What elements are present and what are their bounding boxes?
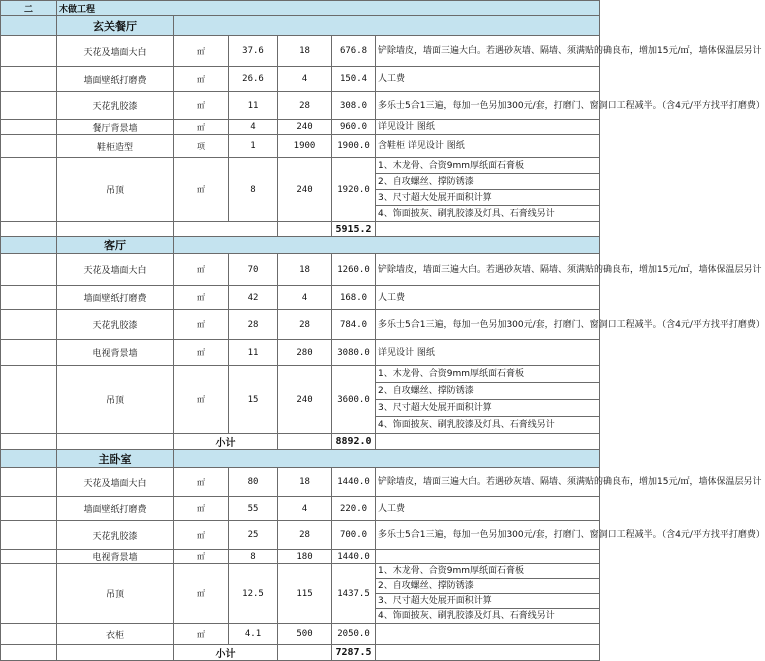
table-row: 墙面壁纸打磨费 ㎡ 42 4 168.0 人工费 <box>1 286 600 310</box>
ceiling-note: 2、自攻螺丝、撑防锈漆 <box>376 579 600 594</box>
subtotal-label: 小计 <box>174 434 278 450</box>
table-row: 电视背景墙 ㎡ 8 180 1440.0 <box>1 550 600 564</box>
room-title-foyer: 玄关餐厅 <box>57 16 174 36</box>
table-row: 墙面壁纸打磨费 ㎡ 26.6 4 150.4 人工费 <box>1 67 600 92</box>
table-row: 天花乳胶漆 ㎡ 25 28 700.0 多乐士5合1三遍，每加一色另加300元/套，打磨门、窗洞口工程减半。（含4元/平方找平打磨费） <box>1 521 600 550</box>
ceiling-note: 3、尺寸超大处展开面积计算 <box>376 190 600 206</box>
table-row: 餐厅背景墙 ㎡ 4 240 960.0 详见设计 图纸 <box>1 120 600 135</box>
table-row: 天花乳胶漆 ㎡ 28 28 784.0 多乐士5合1三遍，每加一色另加300元/套，打磨门、窗洞口工程减半。（含4元/平方找平打磨费） <box>1 310 600 340</box>
ceiling-note: 1、木龙骨、合资9mm厚纸面石膏板 <box>376 366 600 383</box>
subtotal-row <box>1 434 600 450</box>
subtotal-value: 7287.5 <box>332 645 376 661</box>
section-header-row <box>1 1 600 16</box>
room-title-living: 客厅 <box>57 237 174 254</box>
section-number: 二 <box>1 1 57 16</box>
subtotal-label: 小计 <box>174 645 278 661</box>
table-row: 天花及墙面大白 ㎡ 80 18 1440.0 铲除墙皮，墙面三遍大白。若遇砂灰墙、隔墙、须满贴的确良布，增加15元/㎡，墙体保温层另计 <box>1 468 600 497</box>
ceiling-label: 吊顶 <box>57 158 174 222</box>
ceiling-note: 3、尺寸超大处展开面积计算 <box>376 400 600 417</box>
ceiling-note: 1、木龙骨、合资9mm厚纸面石膏板 <box>376 158 600 174</box>
table-row: 墙面壁纸打磨费 ㎡ 55 4 220.0 人工费 <box>1 497 600 521</box>
table-row: 吊顶 ㎡ 15 240 3600.0 1、木龙骨、合资9mm厚纸面石膏板 <box>1 366 600 383</box>
table-row: 吊顶 ㎡ 8 240 1920.0 1、木龙骨、合资9mm厚纸面石膏板 <box>1 158 600 174</box>
section-title: 木做工程 <box>57 1 600 16</box>
table-row: 衣柜 ㎡ 4.1 500 2050.0 <box>1 624 600 645</box>
table-row: 天花及墙面大白 ㎡ 70 18 1260.0 铲除墙皮，墙面三遍大白。若遇砂灰墙、隔墙、须满贴的确良布，增加15元/㎡，墙体保温层另计 <box>1 254 600 286</box>
ceiling-note: 2、自攻螺丝、撑防锈漆 <box>376 383 600 400</box>
table-row: 天花及墙面大白 ㎡ 37.6 18 676.8 铲除墙皮，墙面三遍大白。若遇砂灰墙、隔墙、须满贴的确良布，增加15元/㎡，墙体保温层另计 <box>1 36 600 67</box>
ceiling-note: 3、尺寸超大处展开面积计算 <box>376 594 600 609</box>
ceiling-label: 吊顶 <box>57 366 174 434</box>
ceiling-note: 2、自攻螺丝、撑防锈漆 <box>376 174 600 190</box>
table-row: 天花乳胶漆 ㎡ 11 28 308.0 多乐士5合1三遍，每加一色另加300元/套，打磨门、窗洞口工程减半。（含4元/平方找平打磨费） <box>1 92 600 120</box>
ceiling-note: 4、饰面披灰、刷乳胶漆及灯具、石膏线另计 <box>376 417 600 434</box>
table-row: 吊顶 ㎡ 12.5 115 1437.5 1、木龙骨、合资9mm厚纸面石膏板 <box>1 564 600 579</box>
room-header-row <box>1 16 600 36</box>
room-header-row <box>1 450 600 468</box>
room-title-master: 主卧室 <box>57 450 174 468</box>
subtotal-value: 5915.2 <box>332 222 376 237</box>
ceiling-note: 1、木龙骨、合资9mm厚纸面石膏板 <box>376 564 600 579</box>
ceiling-note: 4、饰面披灰、刷乳胶漆及灯具、石膏线另计 <box>376 206 600 222</box>
subtotal-row <box>1 222 600 237</box>
subtotal-row <box>1 645 600 661</box>
ceiling-note: 4、饰面披灰、刷乳胶漆及灯具、石膏线另计 <box>376 609 600 624</box>
room-header-row <box>1 237 600 254</box>
subtotal-value: 8892.0 <box>332 434 376 450</box>
table-row: 鞋柜造型 项 1 1900 1900.0 含鞋柜 详见设计 图纸 <box>1 135 600 158</box>
wardrobe-label: 衣柜 <box>57 624 174 645</box>
ceiling-label: 吊顶 <box>57 564 174 624</box>
table-row: 电视背景墙 ㎡ 11 280 3080.0 详见设计 图纸 <box>1 340 600 366</box>
